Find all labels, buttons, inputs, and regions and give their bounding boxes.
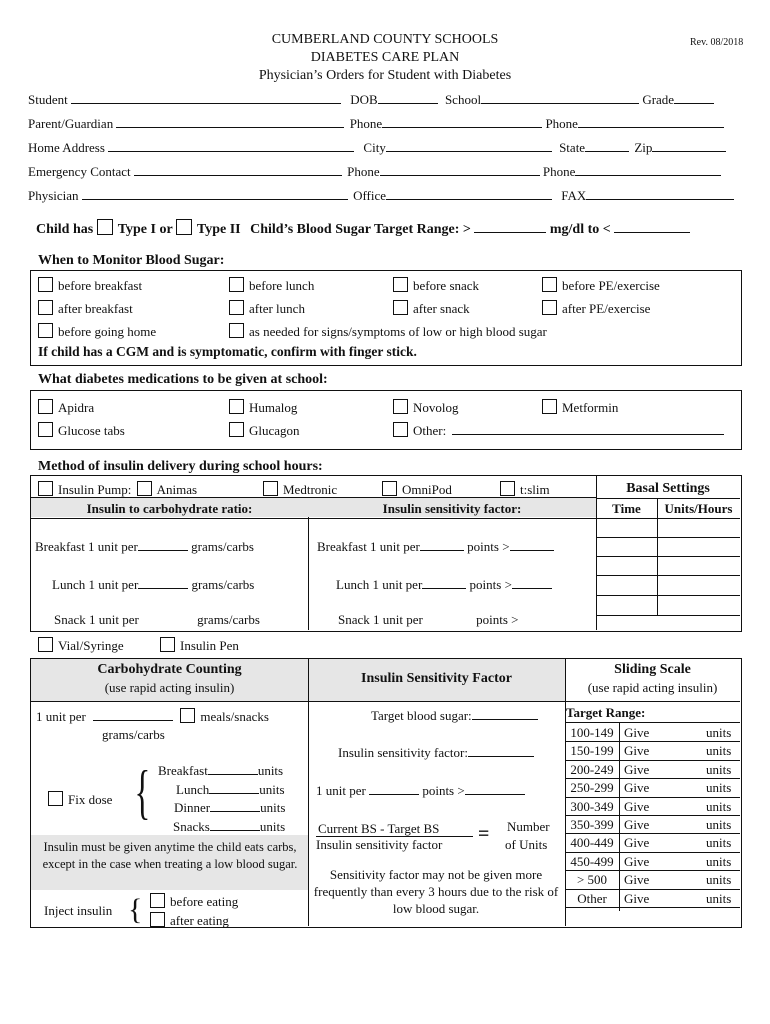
checkbox[interactable]: [38, 300, 53, 315]
units-label: units: [257, 763, 284, 778]
sliding-row-line: [565, 815, 740, 816]
give-label: Give: [624, 743, 650, 759]
emergency-label: Emergency Contact: [28, 164, 131, 179]
checkbox[interactable]: [229, 277, 244, 292]
carb-subtitle: (use rapid acting insulin): [104, 680, 235, 695]
basal-row-line: [596, 615, 740, 616]
checkbox[interactable]: [38, 323, 53, 338]
isf-factor-label: Insulin sensitivity factor:: [338, 745, 468, 760]
isf-factor-row: [338, 745, 534, 761]
med-item[interactable]: [38, 399, 94, 416]
phone-field-2[interactable]: [578, 116, 724, 128]
meds-heading: What diabetes medications to be given at school:: [38, 372, 328, 387]
med-label: Apidra: [58, 400, 95, 415]
child-has-label: Child has: [36, 222, 94, 237]
info-row-student: [28, 92, 714, 108]
isf-header: Insulin sensitivity factor:: [382, 501, 522, 516]
pump-option-label: t:slim: [520, 482, 550, 497]
fix-dose-dinner: [174, 800, 285, 816]
ratio-label: Snack 1 unit per: [54, 612, 139, 627]
give-label: Give: [624, 725, 650, 740]
isf-points-field[interactable]: [369, 783, 419, 795]
after-eating-label: after eating: [170, 913, 229, 928]
isf-threshold-field[interactable]: [465, 783, 525, 795]
checkbox[interactable]: [38, 422, 53, 437]
med-item[interactable]: [229, 422, 300, 439]
units-label: units: [706, 725, 732, 740]
monitor-item-label: before lunch: [249, 278, 315, 293]
carb-ratio-row: [36, 708, 269, 725]
med-item[interactable]: [393, 399, 459, 416]
basal-units-header: Units/Hours: [664, 501, 733, 516]
brace-icon: {: [128, 893, 143, 926]
med-item[interactable]: [542, 399, 618, 416]
pen-option[interactable]: [160, 637, 239, 654]
range-low-field[interactable]: [474, 221, 546, 233]
delivery-heading: Method of insulin delivery during school hours:: [38, 459, 323, 474]
ratio-row-lunch: [52, 577, 254, 593]
checkbox[interactable]: [542, 277, 557, 292]
units-label: units: [259, 819, 286, 834]
emergency-phone-field-2[interactable]: [575, 164, 721, 176]
inject-insulin-label: Inject insulin: [44, 903, 113, 918]
emergency-field[interactable]: [134, 164, 342, 176]
monitor-item[interactable]: [229, 323, 547, 340]
sliding-range: 450-499: [570, 853, 614, 869]
give-label: Give: [624, 780, 650, 796]
checkbox[interactable]: [150, 912, 165, 927]
monitor-item[interactable]: [38, 323, 156, 340]
checkbox[interactable]: [263, 481, 278, 496]
before-eating-label: before eating: [170, 894, 239, 909]
home-label: Home Address: [28, 140, 105, 155]
meal-dose-field[interactable]: [208, 763, 258, 775]
gt-symbol: >: [504, 577, 512, 592]
pump-option[interactable]: [382, 481, 452, 498]
other-med-field[interactable]: [452, 423, 724, 435]
ratio-label: Lunch 1 unit per: [52, 577, 139, 592]
med-item[interactable]: [229, 399, 297, 416]
pen-label: Insulin Pen: [180, 638, 239, 653]
checkbox[interactable]: [542, 399, 557, 414]
units-label: units: [706, 835, 732, 851]
give-label: Give: [624, 853, 650, 869]
divider: [596, 498, 740, 499]
meal-label: Snacks: [173, 819, 210, 834]
checkbox[interactable]: [38, 637, 53, 652]
monitor-item-label: after breakfast: [58, 301, 133, 316]
pump-option-label: Medtronic: [283, 482, 338, 497]
fax-label: FAX: [561, 188, 587, 203]
office-label: Office: [353, 188, 387, 203]
basal-time-header: Time: [612, 501, 641, 516]
units-label: units: [706, 798, 732, 814]
med-item[interactable]: [38, 422, 125, 439]
page-subtitle: Physician’s Orders for Student with Diabetes: [258, 68, 512, 83]
pump-option[interactable]: [263, 481, 337, 498]
sliding-row-line: [565, 760, 740, 761]
after-eating-option[interactable]: [150, 912, 229, 929]
divider: [565, 722, 740, 723]
checkbox[interactable]: [38, 399, 53, 414]
before-eating-option[interactable]: [150, 893, 238, 910]
sliding-range: Other: [577, 890, 607, 906]
pump-option-label: OmniPod: [402, 482, 452, 497]
checkbox[interactable]: [229, 422, 244, 437]
fix-dose-option[interactable]: [48, 791, 112, 808]
info-row-parent: [28, 116, 724, 132]
sliding-title: Sliding Scale: [614, 662, 691, 677]
fix-dose-breakfast: [158, 763, 283, 779]
vial-option[interactable]: [38, 637, 124, 654]
grams-carbs-label: grams/carbs: [197, 612, 260, 627]
units-label: units: [706, 853, 732, 869]
basal-row-line: [596, 575, 740, 576]
emergency-phone-label-2: Phone: [542, 164, 576, 179]
parent-label: Parent/Guardian: [28, 116, 114, 131]
zip-label: Zip: [634, 140, 653, 155]
checkbox[interactable]: [229, 300, 244, 315]
meal-dose-field[interactable]: [210, 819, 260, 831]
isf-note: Sensitivity factor may not be given more frequently than every 3 hours due to the risk of low blood sugar.: [313, 867, 559, 916]
target-bs-field[interactable]: [472, 708, 538, 720]
give-label: Give: [624, 890, 650, 906]
sliding-range: 250-299: [570, 780, 614, 796]
grams-carbs-label: grams/carbs: [191, 577, 255, 592]
target-bs-row: [371, 708, 538, 724]
meal-dose-field[interactable]: [210, 800, 260, 812]
state-label: State: [559, 140, 586, 155]
home-field[interactable]: [108, 140, 354, 152]
isf-row-snack: [338, 612, 518, 628]
isf-factor-field[interactable]: [468, 745, 534, 757]
sliding-row-line: [565, 778, 740, 779]
one-unit-label: 1 unit per: [316, 783, 366, 798]
monitor-item-label: after PE/exercise: [562, 301, 651, 316]
phone-label-2: Phone: [545, 116, 578, 131]
cgm-note: If child has a CGM and is symptomatic, confirm with finger stick.: [38, 344, 417, 359]
monitor-item[interactable]: [229, 300, 305, 317]
monitor-item[interactable]: [38, 277, 142, 294]
gt-symbol: >: [462, 222, 471, 237]
diabetes-type-row: [36, 219, 690, 238]
fax-field[interactable]: [586, 188, 734, 200]
give-label: Give: [624, 798, 650, 814]
sliding-range: 300-349: [570, 798, 614, 814]
phone-label: Phone: [349, 116, 383, 131]
parent-field[interactable]: [116, 116, 344, 128]
monitor-item-label: before going home: [58, 324, 157, 339]
checkbox[interactable]: [229, 399, 244, 414]
sliding-range: > 500: [576, 872, 608, 888]
animas-checkbox[interactable]: [137, 481, 152, 496]
isf-row-breakfast: [317, 539, 554, 555]
physician-field[interactable]: [82, 188, 348, 200]
med-label: Metformin: [562, 400, 619, 415]
divider: [596, 518, 740, 519]
isf-field[interactable]: [422, 577, 466, 589]
meal-label: Dinner: [174, 800, 211, 815]
units-label: units: [706, 890, 732, 906]
divider: [30, 518, 596, 519]
grams-carbs-label: grams/carbs: [191, 539, 254, 554]
meal-label: Lunch: [176, 782, 210, 797]
sliding-row-line: [565, 889, 740, 890]
type2-label: Type II: [196, 222, 241, 237]
checkbox[interactable]: [38, 277, 53, 292]
vial-label: Vial/Syringe: [58, 638, 124, 653]
points-label: points: [467, 539, 499, 554]
emergency-phone-label: Phone: [347, 164, 380, 179]
equals-sign: =: [478, 823, 490, 845]
sliding-row-line: [565, 797, 740, 798]
checkbox[interactable]: [500, 481, 515, 496]
isf-field[interactable]: [420, 539, 464, 551]
phone-field[interactable]: [382, 116, 542, 128]
give-label: Give: [624, 872, 650, 888]
checkbox[interactable]: [393, 422, 408, 437]
revision-label: Rev. 08/2018: [690, 37, 744, 48]
info-row-physician: [28, 188, 734, 204]
points-label: points: [476, 612, 508, 627]
state-field[interactable]: [585, 140, 629, 152]
monitor-item-label: before PE/exercise: [562, 278, 660, 293]
carb-title: Carbohydrate Counting: [97, 662, 242, 677]
brace-icon: {: [134, 759, 151, 825]
units-label: units: [706, 743, 732, 759]
sliding-row-line: [565, 852, 740, 853]
units-label: units: [706, 817, 732, 832]
basal-row-line: [596, 537, 740, 538]
of-units-label: of Units: [505, 837, 548, 852]
sliding-range: 350-399: [570, 817, 614, 832]
school-label: School: [444, 92, 482, 107]
physician-label: Physician: [28, 188, 79, 203]
checkbox[interactable]: [150, 893, 165, 908]
one-unit-label: 1 unit per: [36, 709, 86, 724]
pump-option[interactable]: [500, 481, 550, 498]
number-label: Number: [507, 819, 550, 834]
meds-box: [30, 390, 742, 450]
units-label: units: [706, 761, 732, 777]
info-row-emergency: [28, 164, 721, 180]
isf-label: Snack 1 unit per: [338, 612, 423, 627]
ratio-label: Breakfast 1 unit per: [35, 539, 138, 554]
office-field[interactable]: [386, 188, 552, 200]
meals-snacks-label: meals/snacks: [200, 709, 269, 724]
gt-symbol: >: [502, 539, 510, 554]
city-label: City: [363, 140, 386, 155]
give-label: Give: [624, 817, 650, 832]
emergency-phone-field[interactable]: [380, 164, 540, 176]
med-label: Novolog: [413, 400, 459, 415]
basal-settings-title: Basal Settings: [626, 481, 710, 496]
checkbox[interactable]: [382, 481, 397, 496]
range-high-field[interactable]: [614, 221, 690, 233]
monitor-item[interactable]: [393, 300, 470, 317]
gt-symbol: >: [511, 612, 519, 627]
isf-label: Breakfast 1 unit per: [317, 539, 420, 554]
divider: [308, 658, 309, 926]
sliding-row-line: [565, 741, 740, 742]
checkbox[interactable]: [542, 300, 557, 315]
divider: [619, 722, 620, 911]
pump-row: [38, 481, 197, 498]
monitor-item-label: before snack: [413, 278, 480, 293]
pump-label: Insulin Pump:: [58, 482, 132, 497]
formula-numerator: Current BS - Target BS: [318, 821, 440, 836]
isf-title: Insulin Sensitivity Factor: [361, 671, 512, 686]
page-title: DIABETES CARE PLAN: [310, 50, 460, 65]
monitor-item[interactable]: [38, 300, 133, 317]
sliding-row-line: [565, 870, 740, 871]
med-label: Glucagon: [249, 423, 300, 438]
units-label: units: [706, 872, 732, 888]
basal-row-line: [596, 556, 740, 557]
units-label: units: [706, 780, 732, 796]
monitor-item[interactable]: [542, 300, 650, 317]
grade-label: Grade: [642, 92, 675, 107]
ratio-row-breakfast: [35, 539, 254, 555]
checkbox[interactable]: [393, 399, 408, 414]
units-label: units: [259, 782, 285, 797]
gt-symbol: >: [457, 783, 465, 798]
target-bs-label: Target blood sugar:: [371, 708, 472, 723]
pump-option-label: Animas: [156, 482, 198, 497]
ratio-header: Insulin to carbohydrate ratio:: [86, 501, 253, 516]
ratio-field[interactable]: [138, 539, 188, 551]
type2-checkbox[interactable]: [176, 219, 192, 235]
type1-checkbox[interactable]: [97, 219, 113, 235]
med-label: Other:: [413, 423, 447, 438]
monitor-item-label: after snack: [413, 301, 470, 316]
med-item[interactable]: [393, 422, 724, 439]
isf-threshold-field[interactable]: [512, 577, 552, 589]
student-field[interactable]: [71, 92, 341, 104]
grade-field[interactable]: [674, 92, 714, 104]
isf-one-unit-row: [316, 783, 525, 799]
zip-field[interactable]: [652, 140, 726, 152]
monitor-heading: When to Monitor Blood Sugar:: [38, 253, 225, 268]
dob-label: DOB: [350, 92, 378, 107]
checkbox[interactable]: [48, 791, 63, 806]
monitor-item-label: as needed for signs/symptoms of low or high blood sugar: [249, 324, 547, 339]
meal-dose-field[interactable]: [209, 782, 259, 794]
org-name: CUMBERLAND COUNTY SCHOOLS: [271, 32, 499, 47]
target-range-label: Child’s Blood Sugar Target Range:: [250, 222, 460, 237]
sliding-range: 400-449: [570, 835, 614, 851]
sliding-row-line: [565, 907, 740, 908]
school-field[interactable]: [481, 92, 639, 104]
sliding-subtitle: (use rapid acting insulin): [587, 680, 718, 695]
city-field[interactable]: [386, 140, 552, 152]
meals-snacks-checkbox[interactable]: [180, 708, 195, 723]
mgdl-to-label: mg/dl to: [549, 222, 600, 237]
ratio-row-snack: [54, 612, 260, 628]
sliding-range: 100-149: [570, 725, 614, 740]
units-label: units: [260, 800, 286, 815]
carb-ratio-field[interactable]: [93, 709, 173, 721]
points-label: points: [422, 783, 455, 798]
give-label: Give: [624, 761, 650, 777]
carb-note: Insulin must be given anytime the child eats carbs, except in the case when treating a low blood sugar.: [42, 840, 298, 871]
monitor-item-label: before breakfast: [58, 278, 143, 293]
med-label: Glucose tabs: [58, 423, 125, 438]
give-label: Give: [624, 835, 650, 851]
sliding-range: 200-249: [570, 761, 614, 777]
checkbox[interactable]: [160, 637, 175, 652]
or-label: or: [159, 222, 173, 237]
divider: [30, 701, 740, 702]
checkbox[interactable]: [393, 277, 408, 292]
fix-dose-lunch: [176, 782, 285, 798]
meal-label: Breakfast: [158, 763, 208, 778]
pump-checkbox[interactable]: [38, 481, 53, 496]
checkbox[interactable]: [393, 300, 408, 315]
med-label: Humalog: [249, 400, 298, 415]
isf-threshold-field[interactable]: [510, 539, 554, 551]
monitor-item[interactable]: [229, 277, 314, 294]
isf-label: Lunch 1 unit per: [336, 577, 423, 592]
formula-denominator: Insulin sensitivity factor: [316, 837, 443, 852]
monitor-item[interactable]: [393, 277, 479, 294]
dob-field[interactable]: [378, 92, 438, 104]
student-label: Student: [28, 92, 68, 107]
points-label: points: [469, 577, 502, 592]
grams-carbs-label: grams/carbs: [102, 727, 165, 742]
checkbox[interactable]: [229, 323, 244, 338]
fix-dose-label: Fix dose: [68, 792, 113, 807]
target-range-label: Target Range:: [566, 705, 646, 720]
basal-row-line: [596, 595, 740, 596]
type1-label: Type I: [117, 222, 156, 237]
fix-dose-snacks: [173, 819, 285, 835]
isf-row-lunch: [336, 577, 552, 593]
sliding-range: 150-199: [570, 743, 614, 759]
lt-symbol: <: [602, 222, 611, 237]
sliding-row-line: [565, 833, 740, 834]
monitor-item-label: after lunch: [249, 301, 305, 316]
info-row-home: [28, 140, 726, 156]
monitor-item[interactable]: [542, 277, 660, 294]
ratio-field[interactable]: [138, 577, 188, 589]
